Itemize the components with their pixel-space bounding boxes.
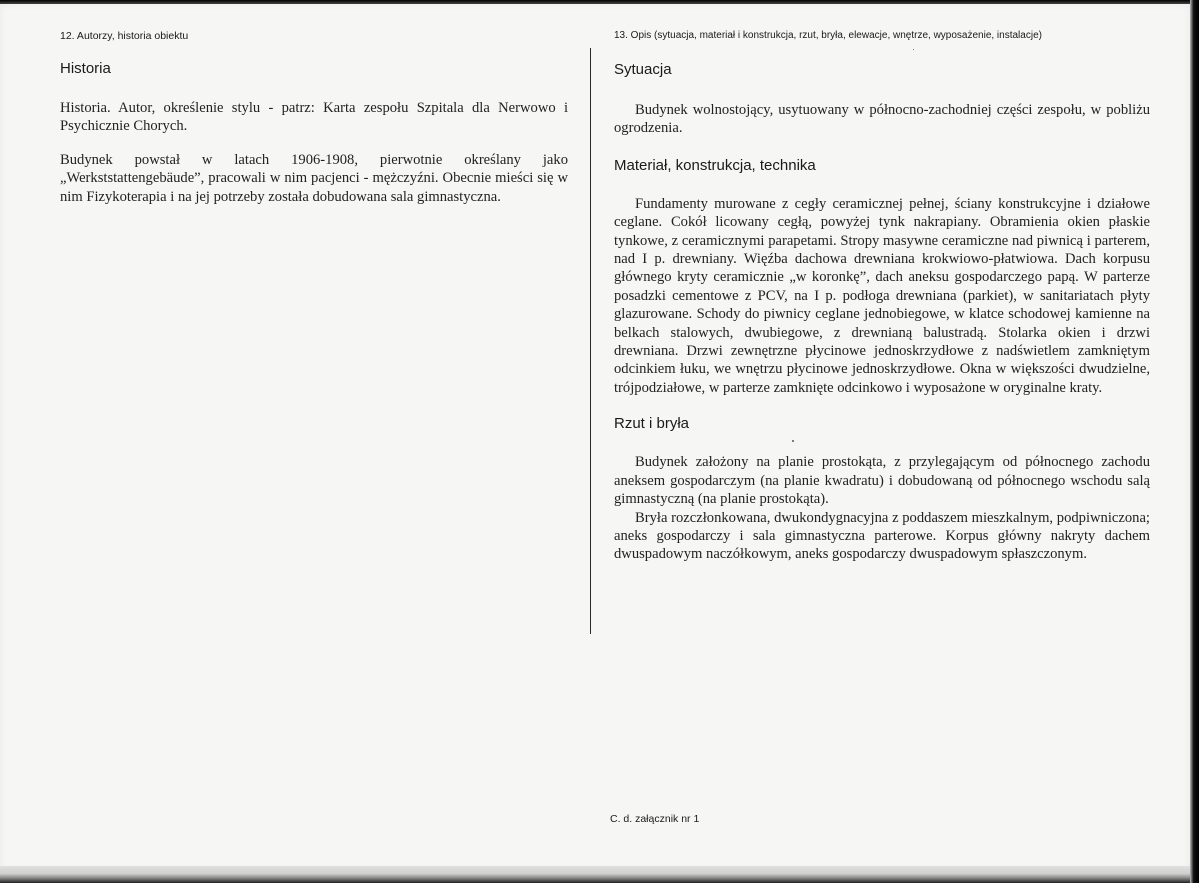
section-header-description: 13. Opis (sytuacja, materiał i konstrukcja, rzut, bryła, elewacje, wnętrze, wyposażenie, instalacje) — [614, 30, 1042, 41]
paragraph-material: Fundamenty murowane z cegły ceramicznej pełnej, ściany konstrukcyjne i działowe ceglane. Cokół licowany cegłą, powyżej tynk nakrapiany. Obramienia okien płaskie tynkowe, z ceramicznymi parapetami. Stropy masywne ceramiczne nad piwnicą i parterem, nad I p. drewniany. Więźba dachowa drewniana krokwiowo-płatwiowa. Dach korpusu głównego kryty ceramicznie „w koronkę”, dach aneksu gospodarczego papą. W parterze posadzki cementowe z PCV, na I p. podłoga drewniana (parkiet), w sanitariatach płyty glazurowane. Schody do piwnicy ceglane jednobiegowe, w klatce schodowej kamienne na belkach stalowych, dwubiegowe, z drewnianą balustradą. Stolarka okien i drzwi drewniana. Drzwi zewnętrzne płycinowe jednoskrzydłowe z nadświetlem zamkniętym odcinkiem łuku, we wnętrzu płycinowe jednoskrzydłowe. Okna w większości dwudzielne, trójpodziałowe, w parterze zamknięte odcinkowo i wyposażone w oryginalne kraty. — [614, 195, 1150, 396]
scan-edge-bottom — [0, 866, 1199, 883]
column-divider — [590, 48, 591, 634]
heading-sytuacja: Sytuacja — [614, 61, 672, 78]
paragraph-historia-building: Budynek powstał w latach 1906-1908, pierwotnie określany jako „Werkststattengebäude”, pracowali w nim pacjenci - mężczyźni. Obecnie mieści się w nim Fizykoterapia i na jej potrzeby została dobudowana sala gimnastyczna. — [60, 151, 568, 205]
paragraph-sytuacja: Budynek wolnostojący, usytuowany w północno-zachodniej części zespołu, w pobliżu ogrodzenia. — [614, 102, 1150, 137]
paragraph-bryla: Bryła rozczłonkowana, dwukondygnacyjna z poddaszem mieszkalnym, podpiwniczona; aneks gospodarczy i sala gimnastyczna parterowe. Korpus główny nakryty dachem dwuspadowym naczółkowym, aneks gospodarczy dwuspadowym spłaszczonym. — [614, 509, 1150, 563]
heading-rzut: Rzut i bryła — [614, 415, 690, 433]
paragraph-historia-author: Historia. Autor, określenie stylu - patrz: Karta zespołu Szpitala dla Nerwowo i Psychicznie Chorych. — [60, 100, 568, 135]
scan-speck — [792, 440, 794, 442]
footer-attachment-note: C. d. załącznik nr 1 — [610, 813, 700, 825]
section-header-authors: 12. Autorzy, historia obiektu — [60, 30, 189, 42]
left-column — [60, 26, 568, 206]
right-column — [614, 26, 1150, 564]
scan-edge-right — [1190, 0, 1199, 883]
heading-material: Materiał, konstrukcja, technika — [614, 156, 816, 174]
paragraph-rzut: Budynek założony na planie prostokąta, z przylegającym od północnego zachodu aneksem gospodarczym (na planie kwadratu) i dobudowaną od północnego wschodu salą gimnastyczną (na planie prostokąta). — [614, 454, 1150, 508]
scan-speck — [913, 49, 914, 50]
document-sheet — [0, 4, 1190, 870]
heading-historia: Historia — [60, 60, 111, 77]
